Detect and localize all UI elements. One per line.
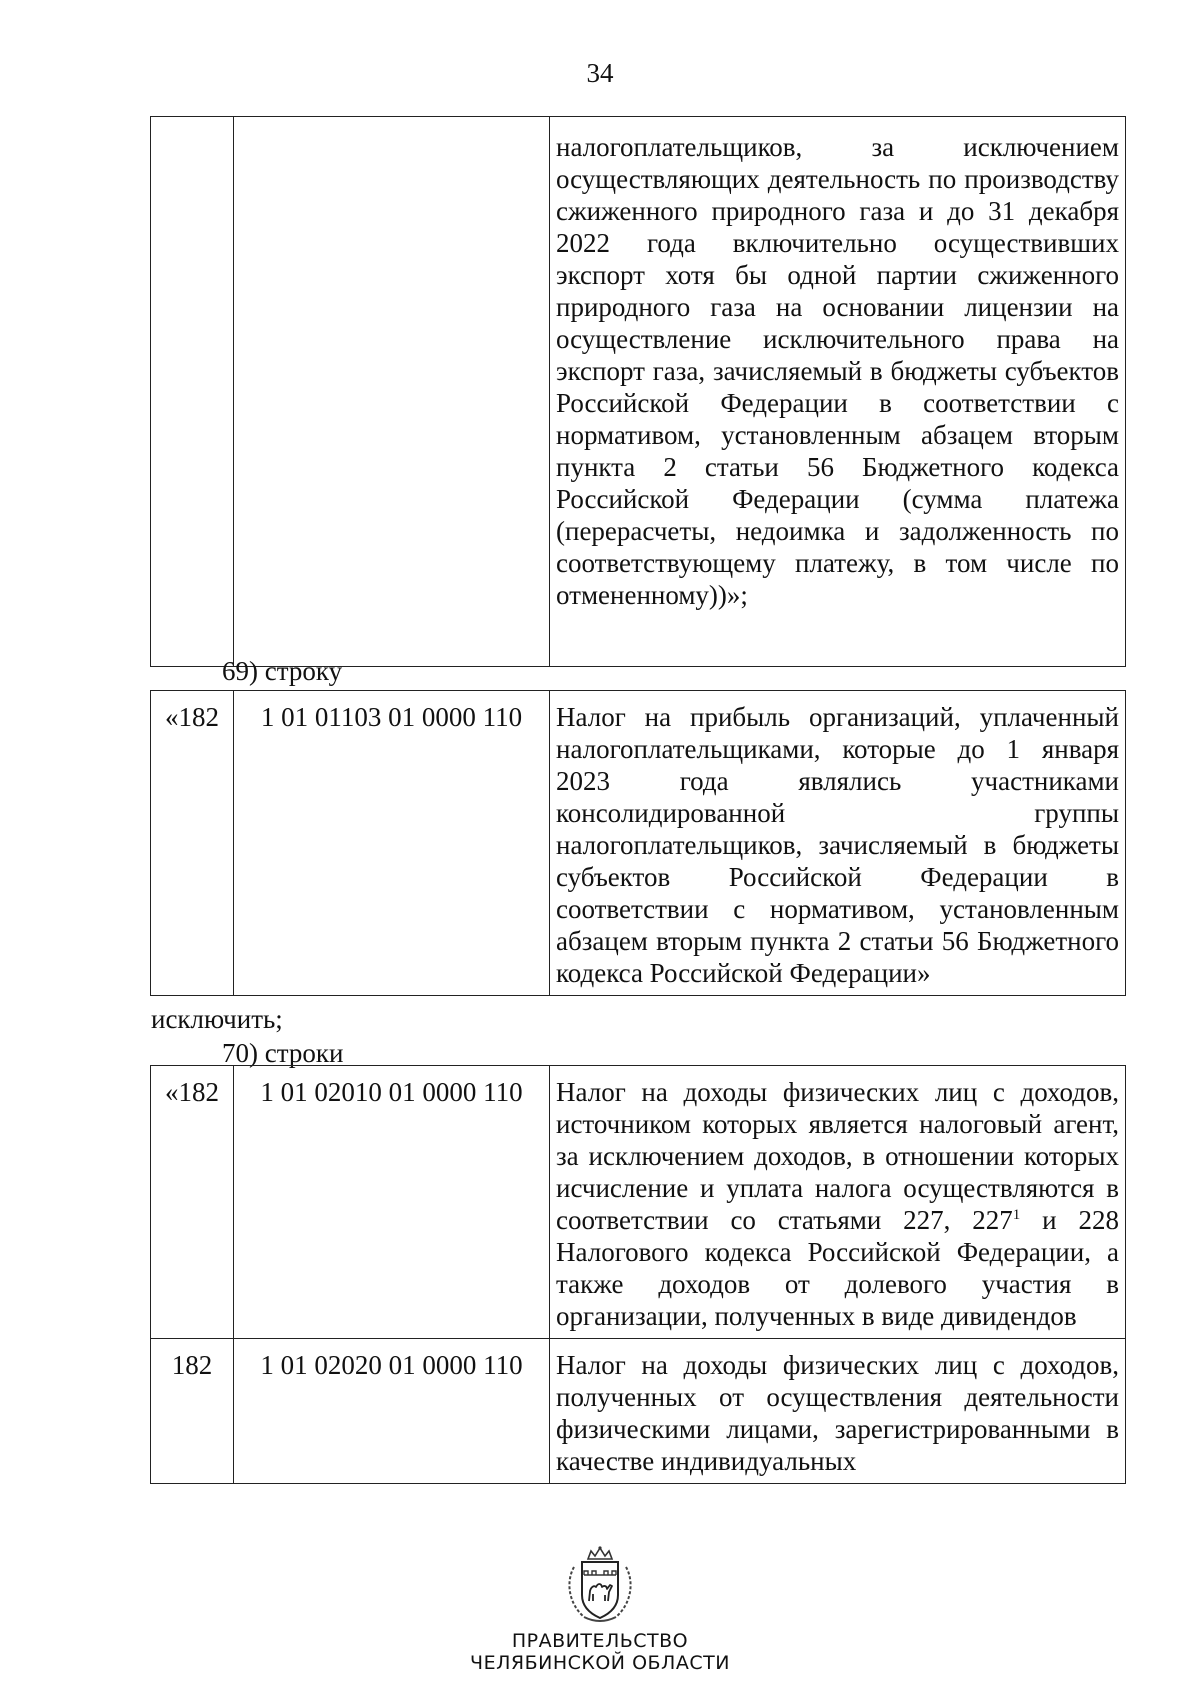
description-text: Налог на прибыль организаций, уплаченный налогоплательщиками, которые до 1 января 2023 года являлись участниками консолидированной группы налогоплательщиков, зачисляемый в бюджеты субъектов Российской Федерации в соответствии с нормативом, установленным абзацем вторым пункта 2 статьи 56 Бюджетного кодекса Российской Федерации» — [556, 702, 1119, 988]
budget-code-cell: 182 — [151, 1339, 234, 1484]
page-number: 34 — [586, 58, 614, 88]
classification-code-cell — [234, 117, 550, 667]
description-text: налогоплательщиков, за исключением осуществляющих деятельность по производству сжиженного природного газа и до 31 декабря 2022 года включительно осуществивших экспорт хотя бы одной партии сжиженного природного газа на основании лицензии на осуществление исключительного права на экспорт газа, зачисляемый в бюджеты субъектов Российской Федерации в соответствии с нормативом, установленным абзацем вторым пункта 2 статьи 56 Бюджетного кодекса Российской Федерации (сумма платежа (перерасчеты, недоимка и задолженность по соответствующему платежу, в том числе по отмененному))»; — [556, 132, 1119, 610]
budget-code-cell: «182 — [151, 691, 234, 996]
classification-code-cell: 1 01 02020 01 0000 110 — [234, 1339, 550, 1484]
item-70-label: 70) строки — [222, 1038, 344, 1068]
issuer-name-line: ЧЕЛЯБИНСКОЙ ОБЛАСТИ — [470, 1652, 730, 1674]
description-text — [556, 1076, 1119, 1332]
budget-code-cell — [151, 117, 234, 667]
table-row — [151, 117, 1126, 667]
description-text-part: и 228 Налогового кодекса Российской Федерации, а также доходов от долевого участия в организации, полученных в виде дивидендов — [556, 1205, 1119, 1331]
description-text: Налог на доходы физических лиц с доходов, полученных от осуществления деятельности физическими лицами, зарегистрированными в качестве индивидуальных — [556, 1350, 1119, 1476]
item-70-table — [150, 1065, 1126, 1484]
issuer-name-line: ПРАВИТЕЛЬСТВО — [511, 1630, 689, 1652]
classification-code-cell: 1 01 01103 01 0000 110 — [234, 691, 550, 996]
description-cell — [550, 1066, 1126, 1339]
description-cell — [550, 117, 1126, 667]
description-cell — [550, 1339, 1126, 1484]
chelyabinsk-coat-of-arms-icon — [560, 1545, 640, 1627]
superscript: 1 — [1012, 1207, 1021, 1223]
table-row — [151, 691, 1126, 996]
table-row — [151, 1066, 1126, 1339]
description-text-part: Налог на доходы физических лиц с доходов, источником которых является налоговый агент, за исключением доходов, в отношении которых исчисление и уплата налога осуществляются в соответствии со статьями 227, 227 — [556, 1077, 1119, 1235]
budget-code-cell: «182 — [151, 1066, 234, 1339]
description-cell — [550, 691, 1126, 996]
issuer-name — [0, 1630, 1200, 1674]
item-69-table — [150, 690, 1126, 996]
exclude-label: исключить; — [151, 1004, 283, 1034]
classification-code-cell: 1 01 02010 01 0000 110 — [234, 1066, 550, 1339]
table-row — [151, 1339, 1126, 1484]
continuation-table — [150, 116, 1126, 667]
item-69-label: 69) строку — [222, 656, 343, 686]
